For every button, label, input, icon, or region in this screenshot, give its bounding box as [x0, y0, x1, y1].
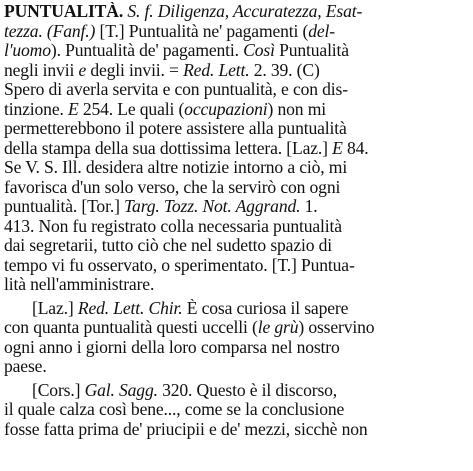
text-line [4, 400, 467, 420]
text-line [4, 275, 467, 295]
text-line [4, 338, 467, 358]
text-run: 413. Non fu registrato colla necessaria puntualità [4, 216, 342, 236]
text-line [4, 61, 467, 81]
text-line [4, 22, 467, 42]
text-run: 2. 39. (C) [249, 60, 320, 80]
text-run: ogni anno i giorni della loro comparsa nel nostro [4, 337, 340, 357]
italic-text: Così [243, 41, 275, 60]
text-run: con quanta puntualità questi uccelli ( [4, 318, 258, 337]
text-line [4, 299, 467, 319]
text-run: lità nell'amministrare. [4, 275, 155, 294]
italic-text: tezza. (Fanf.) [4, 21, 96, 41]
text-line [4, 80, 467, 100]
text-line [4, 139, 467, 159]
text-line [4, 318, 467, 338]
text-run: il quale calza così bene..., come se la conclusione [4, 400, 345, 419]
entry-paragraph-citation-sagg [4, 381, 467, 440]
text-run: ). Puntualità de' pagamenti. [50, 41, 244, 60]
text-line [4, 256, 467, 276]
entry-paragraph-citation-chir [4, 299, 467, 377]
text-run: ) osservino [298, 318, 375, 337]
text-run: tempo vi fu osservato, o sperimentato. [T.] Puntua- [4, 255, 355, 275]
italic-text: S. f. Diligenza, Accuratezza, Esat- [127, 2, 363, 21]
text-run: ) non mi [267, 99, 326, 119]
text-run: paese. [4, 357, 47, 376]
italic-text: le grù [257, 318, 299, 337]
text-run: degli invii. = [86, 60, 184, 80]
text-line [4, 100, 467, 120]
text-run: [T.] Puntualità ne' pagamenti ( [95, 21, 309, 41]
text-line [4, 197, 467, 217]
text-run: della stampa della sua dottissima lettera. [Laz.] [4, 138, 333, 158]
text-run: negli invii [4, 60, 79, 80]
text-line [4, 178, 467, 198]
italic-text: e [78, 60, 87, 80]
text-run: [Cors.] [32, 380, 85, 400]
italic-text: Red. Lett. Chir. [77, 298, 183, 318]
italic-text: Red. Lett. [183, 60, 250, 80]
italic-text: Targ. Tozz. Not. Aggrand. [124, 197, 301, 216]
italic-text: occupazioni [184, 99, 268, 119]
text-run: È cosa curiosa il sapere [182, 298, 349, 318]
italic-text: E [332, 138, 343, 158]
italic-text: del- [308, 21, 336, 41]
text-run: favorisca d'un solo verso, che la servirò con ogni [4, 177, 341, 197]
text-run: Puntualità [274, 41, 349, 60]
text-line [4, 41, 467, 61]
text-line [4, 217, 467, 237]
text-line [4, 158, 467, 178]
italic-text: l'uomo [4, 41, 51, 60]
text-line [4, 420, 467, 440]
italic-text: Gal. Sagg. [84, 380, 158, 400]
entry-paragraph-definition [4, 2, 467, 295]
text-run: fosse fatta prima de' priucipii e de' mezzi, sicchè non [4, 419, 368, 439]
text-run: 84. [342, 138, 369, 158]
text-run: puntualità. [Tor.] [4, 197, 125, 216]
headword: PUNTUALITÀ. [4, 2, 124, 21]
text-run: 1. [300, 197, 318, 216]
text-run: permetterebbono il potere assistere alla puntualità [4, 119, 347, 138]
text-run: 320. Questo è il discorso, [157, 380, 338, 400]
text-line [4, 381, 467, 401]
text-run: [Laz.] [32, 298, 78, 318]
text-line [4, 2, 467, 22]
italic-text: E [67, 99, 79, 119]
text-run: dai segretarii, tutto ciò che nel sudetto spazio di [4, 236, 332, 255]
text-run: Spero di averla servita e con puntualità, e con dis- [4, 80, 348, 99]
text-line [4, 357, 467, 377]
text-run: 254. Le quali ( [78, 99, 185, 119]
text-run: tinzione. [4, 99, 68, 119]
text-line [4, 236, 467, 256]
text-line [4, 119, 467, 139]
text-run: Se V. S. Ill. desidera altre notizie intorno a ciò, mi [4, 158, 348, 177]
